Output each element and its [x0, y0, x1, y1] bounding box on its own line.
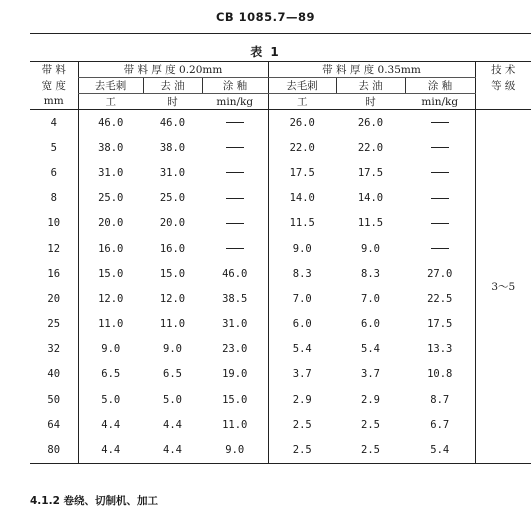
glaze-035-header: 涂 釉	[405, 78, 475, 94]
deburr-020-cell: 9.0	[78, 337, 143, 362]
deburr-020-cell: 12.0	[78, 286, 143, 311]
unit-minkg-035: min/kg	[405, 94, 475, 110]
degrease-035-header: 去 油	[336, 78, 405, 94]
deburr-035-cell: 5.4	[268, 337, 336, 362]
glaze-035-cell: 5.4	[405, 437, 475, 463]
tech-grade-header-line1: 技 术	[475, 62, 531, 78]
degrease-020-cell: 4.4	[163, 418, 182, 431]
width-header-line2: 宽 度	[41, 80, 66, 92]
table-row	[30, 387, 531, 412]
width-cell: 8	[50, 192, 57, 205]
deburr-035-cell: 9.0	[268, 236, 336, 261]
tech-grade-cell: 3～5	[475, 110, 531, 464]
width-cell: 25	[47, 318, 61, 331]
glaze-020-cell	[202, 160, 268, 185]
degrease-020-cell: 9.0	[163, 343, 182, 356]
degrease-035-cell: 6.0	[361, 318, 380, 331]
glaze-035-cell	[405, 186, 475, 211]
width-cell: 4	[50, 116, 57, 129]
degrease-020-cell: 25.0	[159, 192, 186, 205]
deburr-020-cell: 6.5	[78, 362, 143, 387]
deburr-020-cell: 31.0	[78, 160, 143, 185]
glaze-035-cell	[405, 211, 475, 236]
glaze-035-cell	[405, 110, 475, 136]
deburr-020-cell: 4.4	[78, 437, 143, 463]
table-row	[30, 211, 531, 236]
degrease-035-cell: 11.5	[357, 217, 384, 230]
glaze-020-cell	[202, 211, 268, 236]
table-row	[30, 135, 531, 160]
glaze-020-header: 涂 釉	[202, 78, 268, 94]
glaze-035-cell: 6.7	[430, 418, 450, 431]
width-cell: 50	[47, 393, 61, 406]
table-row	[30, 437, 531, 463]
degrease-020-cell: 46.0	[159, 116, 186, 129]
glaze-035-cell	[405, 135, 475, 160]
table-body	[30, 110, 531, 464]
degrease-020-cell: 15.0	[159, 267, 186, 280]
glaze-020-cell: 46.0	[222, 267, 248, 280]
glaze-020-cell: 31.0	[222, 318, 248, 331]
degrease-020-cell: 31.0	[159, 166, 186, 179]
degrease-035-cell: 7.0	[361, 292, 380, 305]
glaze-035-cell: 27.0	[427, 267, 453, 280]
glaze-020-cell	[202, 135, 268, 160]
deburr-020-header: 去毛刺	[78, 78, 143, 94]
glaze-035-cell: 17.5	[427, 318, 453, 331]
degrease-020-header: 去 油	[143, 78, 202, 94]
glaze-020-cell: 15.0	[222, 393, 248, 406]
dash-mark	[226, 172, 244, 173]
glaze-020-cell	[202, 186, 268, 211]
degrease-035-cell: 8.3	[361, 267, 380, 280]
glaze-020-cell: 19.0	[222, 368, 248, 381]
deburr-035-cell: 2.9	[268, 387, 336, 412]
dash-mark	[431, 147, 449, 148]
glaze-035-cell: 22.5	[427, 292, 453, 305]
footer-heading: 4.1.2 卷绕、切制机、加工	[30, 495, 159, 507]
width-cell: 32	[47, 343, 61, 356]
deburr-035-header: 去毛刺	[268, 78, 336, 94]
table-row	[30, 186, 531, 211]
deburr-035-cell: 8.3	[268, 261, 336, 286]
thickness-020-header: 带 料 厚 度 0.20mm	[78, 62, 268, 78]
table-row	[30, 261, 531, 286]
glaze-035-cell	[405, 236, 475, 261]
width-cell: 5	[50, 141, 57, 154]
unit-time-035: 时	[336, 94, 405, 110]
labor-time-table	[30, 61, 531, 464]
glaze-020-cell	[202, 110, 268, 136]
unit-time-020: 时	[143, 94, 202, 110]
deburr-020-cell: 38.0	[78, 135, 143, 160]
width-header-line1: 带 料	[30, 62, 78, 78]
tech-grade-header-blank	[475, 94, 531, 110]
glaze-020-cell: 23.0	[222, 343, 248, 356]
table-title: 表 1	[250, 45, 281, 59]
width-cell: 12	[47, 242, 61, 255]
degrease-020-cell: 6.5	[163, 368, 182, 381]
degrease-035-cell: 3.7	[361, 368, 380, 381]
degrease-035-cell: 2.5	[336, 437, 405, 463]
glaze-020-cell	[202, 236, 268, 261]
glaze-035-cell: 10.8	[427, 368, 453, 381]
deburr-035-cell: 2.5	[268, 412, 336, 437]
degrease-035-cell: 2.5	[361, 418, 380, 431]
width-cell: 6	[50, 166, 57, 179]
standard-header: CB 1085.7—89	[215, 10, 316, 24]
width-cell: 64	[47, 418, 61, 431]
dash-mark	[226, 122, 244, 123]
unit-work-020: 工	[78, 94, 143, 110]
unit-work-035: 工	[268, 94, 336, 110]
width-unit-header: mm	[30, 94, 78, 110]
table-row	[30, 160, 531, 185]
deburr-035-cell: 7.0	[268, 286, 336, 311]
deburr-020-cell: 20.0	[78, 211, 143, 236]
degrease-035-cell: 2.9	[361, 393, 380, 406]
table-row	[30, 110, 531, 136]
deburr-035-cell: 11.5	[268, 211, 336, 236]
deburr-020-cell: 15.0	[78, 261, 143, 286]
glaze-020-cell: 38.5	[222, 292, 248, 305]
dash-mark	[226, 248, 244, 249]
degrease-020-cell: 11.0	[159, 318, 186, 331]
glaze-020-cell: 9.0	[202, 437, 268, 463]
deburr-020-cell: 16.0	[78, 236, 143, 261]
header-rule	[30, 33, 531, 34]
width-cell: 20	[47, 292, 61, 305]
deburr-035-cell: 17.5	[268, 160, 336, 185]
deburr-035-cell: 14.0	[268, 186, 336, 211]
table-row	[30, 236, 531, 261]
degrease-035-cell: 5.4	[361, 343, 380, 356]
tech-grade-header-line2: 等 级	[475, 78, 531, 94]
deburr-020-cell: 4.4	[78, 412, 143, 437]
glaze-020-cell: 11.0	[222, 418, 248, 431]
table-row	[30, 337, 531, 362]
deburr-020-cell: 11.0	[78, 312, 143, 337]
degrease-020-cell: 12.0	[159, 292, 186, 305]
table-row	[30, 362, 531, 387]
width-cell: 40	[47, 368, 61, 381]
degrease-020-cell: 38.0	[159, 141, 186, 154]
degrease-020-cell: 4.4	[143, 437, 202, 463]
degrease-020-cell: 16.0	[159, 242, 186, 255]
table-row	[30, 312, 531, 337]
degrease-035-cell: 17.5	[357, 166, 384, 179]
dash-mark	[431, 248, 449, 249]
width-cell: 80	[30, 437, 78, 463]
degrease-035-cell: 9.0	[361, 242, 380, 255]
table-row	[30, 286, 531, 311]
width-cell: 16	[47, 267, 61, 280]
degrease-035-cell: 14.0	[357, 192, 384, 205]
glaze-035-cell: 8.7	[430, 393, 450, 406]
deburr-020-cell: 25.0	[78, 186, 143, 211]
deburr-035-cell: 22.0	[268, 135, 336, 160]
table-row	[30, 412, 531, 437]
glaze-035-cell	[405, 160, 475, 185]
deburr-035-cell: 3.7	[268, 362, 336, 387]
dash-mark	[431, 198, 449, 199]
dash-mark	[226, 198, 244, 199]
glaze-035-cell: 13.3	[427, 343, 453, 356]
dash-mark	[226, 223, 244, 224]
dash-mark	[226, 147, 244, 148]
dash-mark	[431, 172, 449, 173]
deburr-035-cell: 6.0	[268, 312, 336, 337]
width-cell: 10	[47, 217, 61, 230]
degrease-020-cell: 20.0	[159, 217, 186, 230]
degrease-035-cell: 26.0	[357, 116, 384, 129]
deburr-035-cell: 26.0	[268, 110, 336, 136]
degrease-020-cell: 5.0	[163, 393, 182, 406]
deburr-020-cell: 5.0	[78, 387, 143, 412]
unit-minkg-020: min/kg	[202, 94, 268, 110]
thickness-035-header: 带 料 厚 度 0.35mm	[268, 62, 475, 78]
dash-mark	[431, 223, 449, 224]
degrease-035-cell: 22.0	[357, 141, 384, 154]
deburr-035-cell: 2.5	[268, 437, 336, 463]
deburr-020-cell: 46.0	[78, 110, 143, 136]
dash-mark	[431, 122, 449, 123]
